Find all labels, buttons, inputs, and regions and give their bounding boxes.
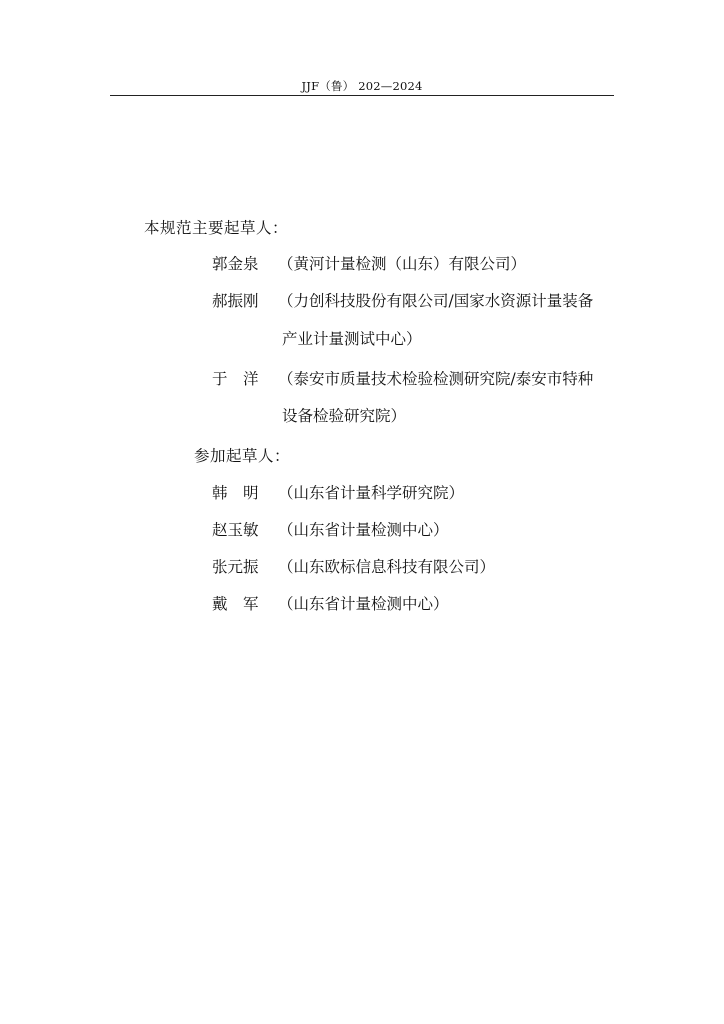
drafter-organization: （山东省计量检测中心） [278,595,449,613]
drafter-name: 郝振刚 [212,292,259,310]
drafter-name: 于 洋 [212,370,259,388]
drafter-name: 赵玉敏 [212,521,259,539]
drafter-organization: （力创科技股份有限公司/国家水资源计量装备 [278,292,594,310]
drafter-organization: （黄河计量检测（山东）有限公司） [278,255,527,273]
drafter-entry [212,282,593,320]
participating-drafters-title: 参加起草人： [194,447,291,465]
drafter-name: 郭金泉 [212,255,259,273]
main-drafters-title: 本规范主要起草人： [144,219,289,237]
drafter-name: 韩 明 [212,484,259,502]
drafter-entry [212,585,449,623]
drafter-entry [212,511,449,549]
drafter-organization-continued: 产业计量测试中心） [282,330,422,348]
drafter-entry [212,245,526,283]
drafter-organization: （山东欧标信息科技有限公司） [278,558,496,576]
drafter-entry [212,360,593,398]
document-header-code: JJF（鲁） 202—2024 [301,79,423,93]
drafter-organization-continued: 设备检验研究院） [282,407,407,425]
drafter-name: 戴 军 [212,595,259,613]
header-divider [110,95,614,96]
drafter-entry [212,474,464,512]
drafter-organization: （山东省计量科学研究院） [278,484,465,502]
drafter-entry [212,548,495,586]
drafter-name: 张元振 [212,558,259,576]
drafter-organization: （泰安市质量技术检验检测研究院/泰安市特种 [278,370,594,388]
drafter-organization: （山东省计量检测中心） [278,521,449,539]
